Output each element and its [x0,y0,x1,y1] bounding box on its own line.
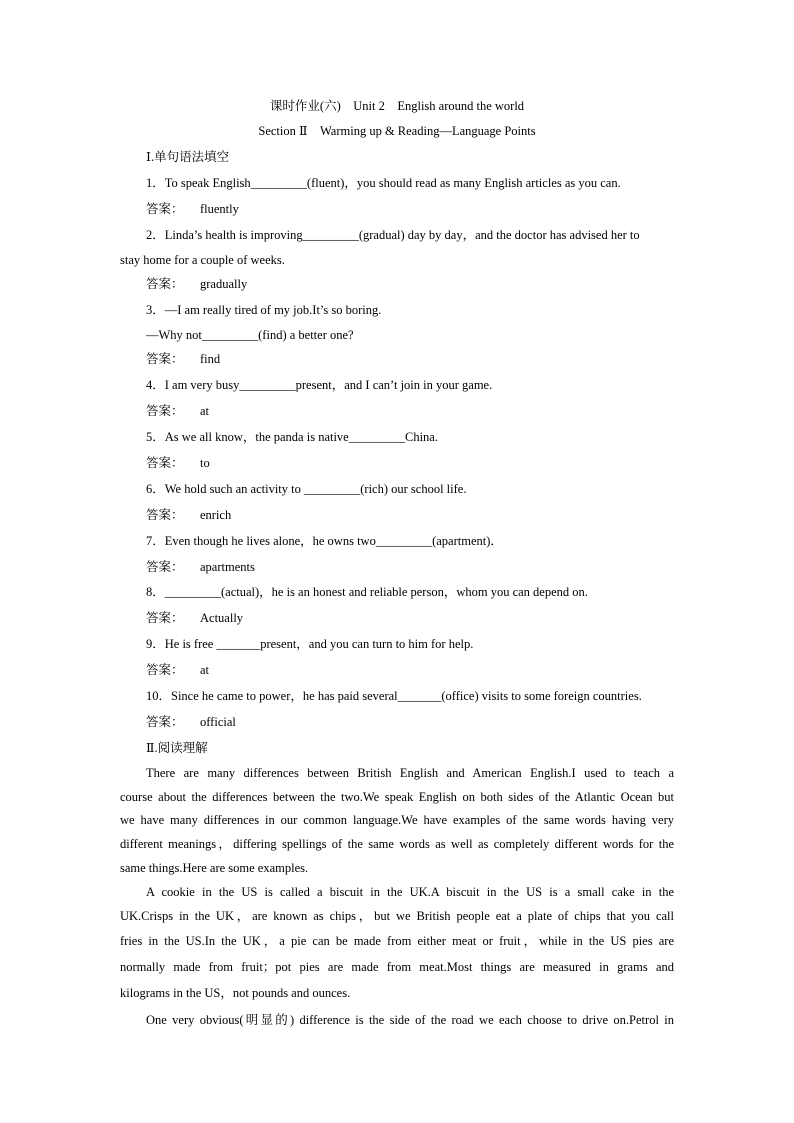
question-9: 9．He is free _______present，and you can turn to him for help. [146,637,474,651]
answer-1: fluently [200,202,239,216]
passage-line: A cookie in the US is called a biscuit in the UK.A biscuit in the US is a small cake in the [146,885,674,899]
question-2-line2: stay home for a couple of weeks. [120,253,285,267]
question-10: 10．Since he came to power，he has paid several_______(office) visits to some foreign countries. [146,689,642,703]
question-1: 1．To speak English_________(fluent)，you should read as many English articles as you can. [146,176,621,190]
passage-line: different meanings，differing spellings of the same words as well as completely different words for the [120,837,674,851]
answer-label: 答案： [146,663,184,677]
answer-5: to [200,456,210,470]
answer-10: official [200,715,236,729]
answer-4: at [200,404,210,418]
section-heading-grammar: Ⅰ.单句语法填空 [146,150,230,164]
answer-6: enrich [200,508,232,522]
answer-9: at [200,663,210,677]
answer-7: apartments [200,560,255,574]
passage-line: There are many differences between British English and American English.I used to teach a [146,766,674,780]
answer-label: 答案： [146,404,184,418]
answer-label: 答案： [146,352,184,366]
answer-3: find [200,352,221,366]
passage-line: UK.Crisps in the UK，are known as chips，but we British people eat a plate of chips that you call [120,909,674,923]
section-heading-reading: Ⅱ.阅读理解 [146,741,208,755]
answer-label: 答案： [146,560,184,574]
passage-line: same things.Here are some examples. [120,861,309,875]
question-6: 6．We hold such an activity to _________(rich) our school life. [146,482,467,496]
passage-line: One very obvious(明显的) difference is the side of the road we each choose to drive on.Petrol in [146,1013,674,1027]
passage-line: normally made from fruit；pot pies are made from meat.Most things are measured in grams and [120,960,674,974]
passage-line: we have many differences in our common language.We have examples of the same words having very [120,813,674,827]
passage-line: fries in the US.In the UK，a pie can be made from either meat or fruit，while in the US pies are [120,934,674,948]
answer-2: gradually [200,277,248,291]
answer-label: 答案： [146,456,184,470]
question-3-line2: —Why not_________(find) a better one? [146,328,354,342]
question-4: 4．I am very busy_________present，and I can’t join in your game. [146,378,493,392]
passage-line: kilograms in the US，not pounds and ounces. [120,986,351,1000]
answer-label: 答案： [146,611,184,625]
page-subtitle: Section Ⅱ Warming up & Reading—Language Points [258,124,536,138]
answer-label: 答案： [146,508,184,522]
question-8: 8．_________(actual)，he is an honest and reliable person，whom you can depend on. [146,585,588,599]
answer-label: 答案： [146,277,184,291]
page-title: 课时作业(六) Unit 2 English around the world [269,99,525,113]
passage-line: course about the differences between the two.We speak English on both sides of the Atlantic Ocean but [120,790,674,804]
answer-label: 答案： [146,202,184,216]
question-3-line1: 3．—I am really tired of my job.It’s so boring. [146,303,382,317]
answer-8: Actually [200,611,244,625]
question-5: 5．As we all know，the panda is native_________China. [146,430,438,444]
answer-label: 答案： [146,715,184,729]
question-7: 7．Even though he lives alone，he owns two_________(apartment)． [146,534,503,548]
question-2-line1: 2．Linda’s health is improving_________(gradual) day by day，and the doctor has advised her to [146,228,640,242]
